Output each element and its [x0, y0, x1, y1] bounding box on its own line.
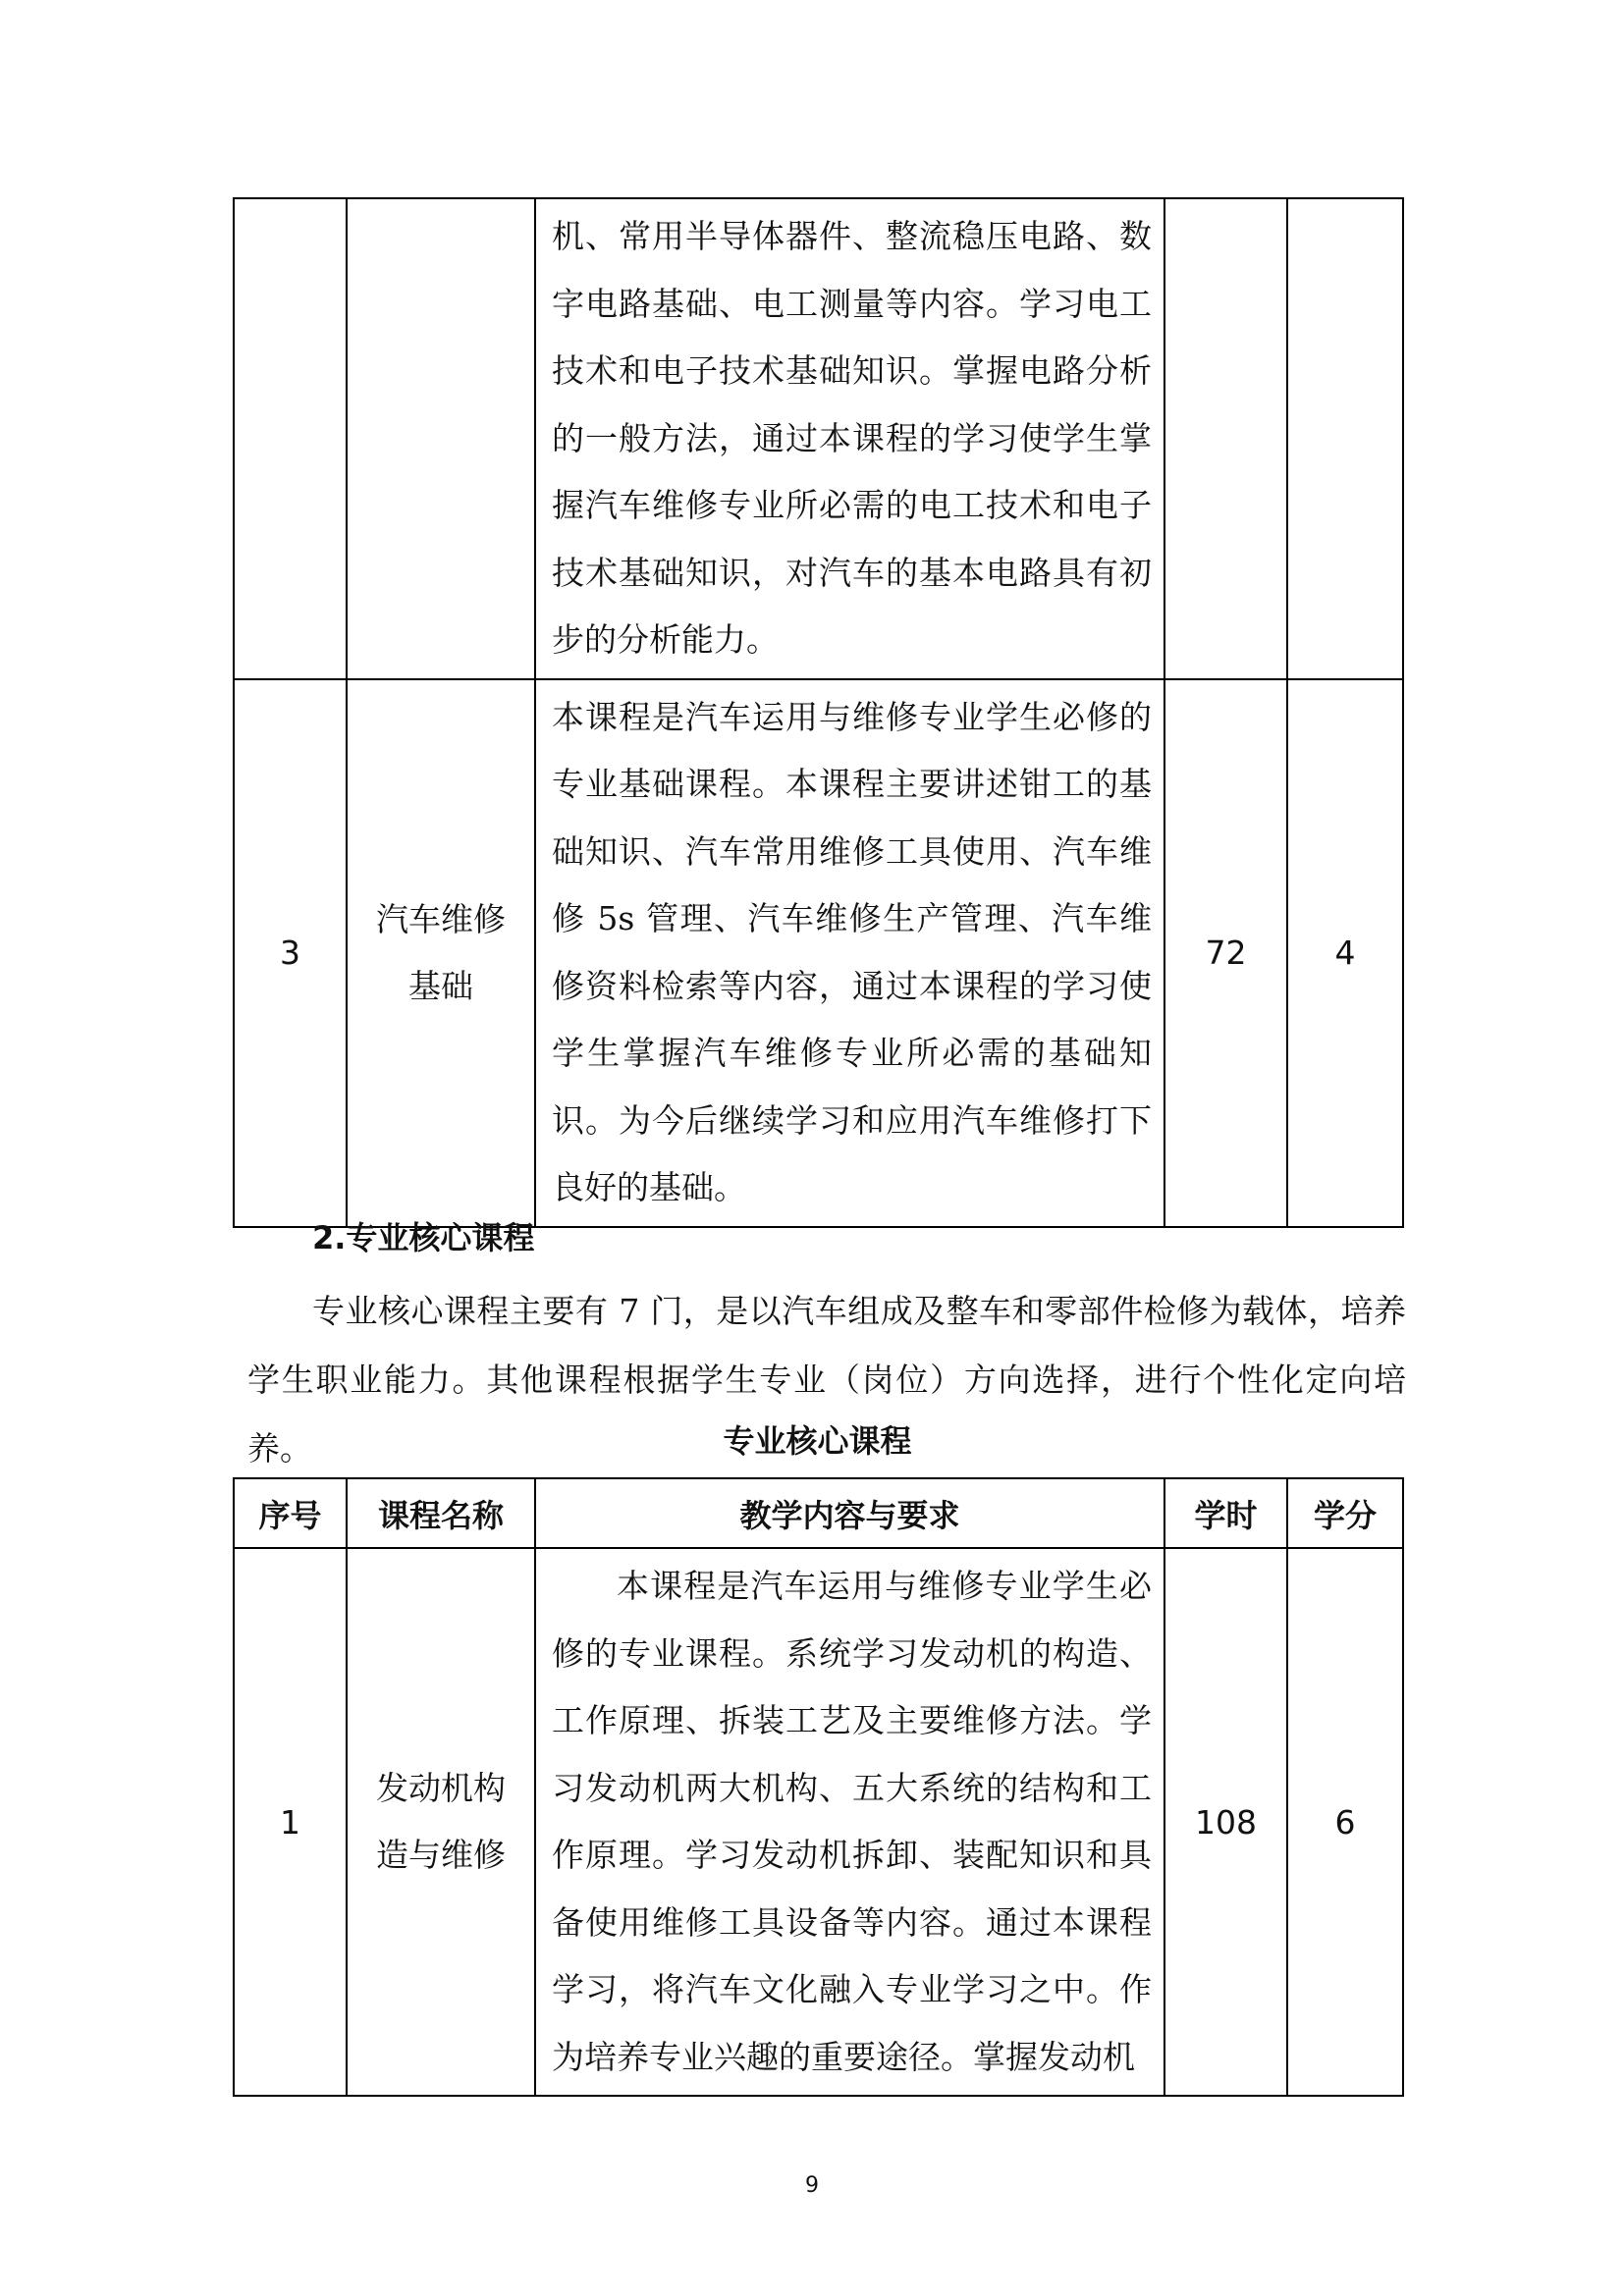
header-hours: 学时 [1164, 1478, 1287, 1548]
course-hours-cell: 72 [1164, 679, 1287, 1227]
table-row [234, 1548, 1403, 2096]
header-course-name: 课程名称 [347, 1478, 535, 1548]
table-row [234, 198, 1403, 679]
header-credits: 学分 [1287, 1478, 1403, 1548]
course-name-line: 造与维修 [376, 1836, 506, 1874]
course-index-cell [234, 198, 347, 679]
header-content: 教学内容与要求 [535, 1478, 1164, 1548]
course-content-cell: 本课程是汽车运用与维修专业学生必修的专业基础课程。本课程主要讲述钳工的基础知识、汽车常用维修工具使用、汽车维修 5s 管理、汽车维修生产管理、汽车维修资料检索等内容，通过本课程的学习使学生掌握汽车维修专业所必需的基础知识。为今后继续学习和应用汽车维修打下良好的基础。 [535, 679, 1164, 1227]
course-content-cell: 本课程是汽车运用与维修专业学生必修的专业课程。系统学习发动机的构造、工作原理、拆装工艺及主要维修方法。学习发动机两大机构、五大系统的结构和工作原理。学习发动机拆卸、装配知识和具备使用维修工具设备等内容。通过本课程学习，将汽车文化融入专业学习之中。作为培养专业兴趣的重要途径。掌握发动机 [535, 1548, 1164, 2096]
table-row [234, 679, 1403, 1227]
course-name-cell [347, 198, 535, 679]
table-caption: 专业核心课程 [723, 1422, 912, 1460]
header-index: 序号 [234, 1478, 347, 1548]
course-content-cell: 机、常用半导体器件、整流稳压电路、数字电路基础、电工测量等内容。学习电工技术和电子技术基础知识。掌握电路分析的一般方法，通过本课程的学习使学生掌握汽车维修专业所必需的电工技术和电子技术基础知识，对汽车的基本电路具有初步的分析能力。 [535, 198, 1164, 679]
course-credits-cell [1287, 198, 1403, 679]
course-name-line: 基础 [408, 966, 473, 1005]
course-name-line: 发动机构 [376, 1769, 506, 1807]
page-number: 9 [805, 2173, 819, 2198]
course-name-line: 汽车维修 [376, 899, 506, 938]
course-credits-cell: 6 [1287, 1548, 1403, 2096]
course-name-cell [347, 1548, 535, 2096]
course-index-cell: 3 [234, 679, 347, 1227]
course-name-cell [347, 679, 535, 1227]
course-index-cell: 1 [234, 1548, 347, 2096]
section-intro-paragraph: 专业核心课程主要有 7 门，是以汽车组成及整车和零部件检修为载体，培养学生职业能力。其他课程根据学生专业（岗位）方向选择，进行个性化定向培养。 [247, 1292, 1406, 1468]
section-heading: 2.专业核心课程 [312, 1219, 535, 1256]
core-course-table [233, 1477, 1404, 2097]
basic-course-table-continued [233, 197, 1404, 1228]
table-header-row [234, 1478, 1403, 1548]
course-hours-cell: 108 [1164, 1548, 1287, 2096]
course-hours-cell [1164, 198, 1287, 679]
course-credits-cell: 4 [1287, 679, 1403, 1227]
